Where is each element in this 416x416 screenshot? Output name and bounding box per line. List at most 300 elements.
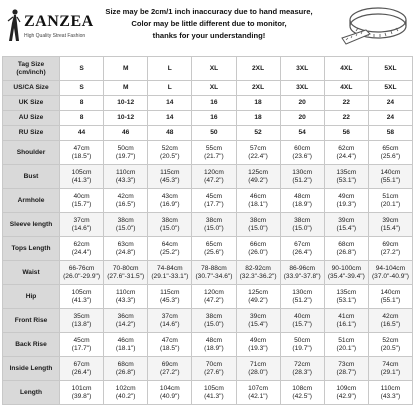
size-cell: 8 — [60, 111, 104, 126]
inch-value: (18.9") — [204, 344, 224, 352]
measure-cell — [368, 165, 412, 189]
measure-cell — [104, 333, 148, 357]
size-cell: 3XL — [280, 57, 324, 81]
inch-value: (15.0") — [292, 224, 312, 232]
measure-cell — [324, 141, 368, 165]
inch-value: (47.2") — [204, 296, 224, 304]
inch-value: (42.9") — [336, 392, 357, 400]
inch-value: (22.4") — [248, 152, 268, 160]
inch-value: (26.8") — [115, 368, 136, 376]
measure-cell — [236, 141, 280, 165]
size-cell: 24 — [368, 96, 412, 111]
cm-value: 110cm — [380, 384, 401, 392]
measure-cell — [192, 333, 236, 357]
cm-value: 62cm — [73, 240, 90, 248]
cm-value: 43cm — [161, 192, 178, 200]
cm-value: 38cm — [117, 216, 134, 224]
measure-cell — [192, 381, 236, 405]
cm-value: 62cm — [338, 144, 355, 152]
cm-value: 70cm — [205, 360, 222, 368]
measure-cell — [236, 357, 280, 381]
inch-value: (49.2") — [248, 176, 268, 184]
cm-value: 41cm — [338, 312, 355, 320]
cm-value: 40cm — [73, 192, 90, 200]
inch-value: (15.0") — [160, 224, 180, 232]
row-label — [3, 126, 60, 141]
row-label-text: US/CA Size — [13, 84, 49, 91]
inch-value: (26.4") — [292, 248, 312, 256]
measure-row — [3, 309, 413, 333]
inch-value: (51.2") — [292, 176, 312, 184]
row-label: Shoulder — [3, 141, 60, 165]
cm-value: 90-100cm — [331, 264, 361, 272]
measure-cell — [236, 165, 280, 189]
row-label — [3, 96, 60, 111]
inch-value: (16.5") — [115, 200, 136, 208]
cm-value: 69cm — [161, 360, 178, 368]
measure-cell — [280, 357, 324, 381]
cm-value: 38cm — [205, 312, 222, 320]
inch-value: (25.6") — [204, 248, 224, 256]
measure-cell — [60, 261, 104, 285]
measure-cell — [324, 237, 368, 261]
cm-value: 51cm — [338, 336, 355, 344]
cm-value: 140cm — [380, 168, 401, 176]
measure-row — [3, 357, 413, 381]
inch-value: (40.9") — [160, 392, 180, 400]
cm-value: 39cm — [250, 312, 267, 320]
inch-value: (15.0") — [204, 224, 224, 232]
cm-value: 50cm — [294, 336, 311, 344]
cm-value: 52cm — [382, 336, 399, 344]
cm-value: 36cm — [117, 312, 134, 320]
cm-value: 130cm — [292, 168, 313, 176]
size-cell: 2XL — [236, 57, 280, 81]
row-label: Hip — [3, 285, 60, 309]
measure-cell — [148, 165, 192, 189]
size-cell: 54 — [280, 126, 324, 141]
measure-cell — [60, 309, 104, 333]
measure-cell — [148, 141, 192, 165]
row-label — [3, 57, 60, 81]
inch-value: (45.3") — [160, 296, 180, 304]
measure-cell — [368, 381, 412, 405]
cm-value: 64cm — [161, 240, 178, 248]
measure-cell — [368, 189, 412, 213]
cm-value: 120cm — [204, 288, 224, 296]
size-cell: 58 — [368, 126, 412, 141]
row-label: Back Rise — [3, 333, 60, 357]
inch-value: (15.7") — [292, 320, 312, 328]
cm-value: 55cm — [205, 144, 222, 152]
cm-value: 47cm — [161, 336, 178, 344]
cm-value: 38cm — [250, 216, 267, 224]
measure-cell — [192, 141, 236, 165]
measure-cell — [60, 213, 104, 237]
cm-value: 135cm — [336, 288, 357, 296]
size-cell: 44 — [60, 126, 104, 141]
size-table — [2, 56, 413, 405]
cm-value: 45cm — [73, 336, 90, 344]
brand-logo — [6, 8, 106, 48]
inch-value: (45.3") — [160, 176, 180, 184]
measure-cell — [148, 237, 192, 261]
measure-row — [3, 165, 413, 189]
size-cell: 20 — [280, 96, 324, 111]
inch-value: (37.0"-40.9") — [371, 272, 409, 280]
measure-cell — [324, 333, 368, 357]
inch-value: (27.2") — [160, 368, 180, 376]
size-cell: 18 — [236, 96, 280, 111]
inch-value: (17.7") — [204, 200, 224, 208]
measure-cell — [368, 285, 412, 309]
inch-value: (19.7") — [292, 344, 312, 352]
inch-value: (18.1") — [115, 344, 136, 352]
size-cell: 5XL — [368, 57, 412, 81]
cm-value: 48cm — [205, 336, 222, 344]
brand-tagline: High Quality Streat Fashion — [24, 33, 86, 39]
measure-cell — [148, 285, 192, 309]
size-cell: 16 — [192, 96, 236, 111]
cm-value: 65cm — [382, 144, 399, 152]
size-cell: S — [60, 81, 104, 96]
cm-value: 72cm — [294, 360, 311, 368]
inch-value: (41.3") — [204, 392, 224, 400]
measure-cell — [148, 213, 192, 237]
measure-cell — [324, 309, 368, 333]
row-label: Tops Length — [3, 237, 60, 261]
row-label-text: (cm/inch) — [16, 68, 46, 76]
cm-value: 78-88cm — [201, 264, 227, 272]
inch-value: (30.7"-34.6") — [195, 272, 233, 280]
inch-value: (39.8") — [71, 392, 92, 400]
cm-value: 115cm — [160, 168, 180, 176]
inch-value: (28.0") — [248, 368, 268, 376]
inch-value: (18.9") — [292, 200, 312, 208]
size-row — [3, 126, 413, 141]
row-label-text: RU Size — [18, 129, 44, 136]
inch-value: (32.3"-36.2") — [239, 272, 277, 280]
inch-value: (21.7") — [204, 152, 224, 160]
header — [0, 0, 416, 56]
measure-cell — [368, 333, 412, 357]
measure-cell — [192, 165, 236, 189]
inch-value: (27.2") — [380, 248, 401, 256]
inch-value: (25.6") — [380, 152, 401, 160]
inch-value: (41.3") — [71, 296, 92, 304]
cm-value: 108cm — [292, 384, 313, 392]
measure-cell — [280, 141, 324, 165]
cm-value: 70-80cm — [112, 264, 139, 272]
inch-value: (29.1") — [380, 368, 401, 376]
size-row — [3, 96, 413, 111]
cm-value: 37cm — [161, 312, 178, 320]
cm-value: 39cm — [382, 216, 399, 224]
size-row — [3, 57, 413, 81]
measure-cell — [236, 381, 280, 405]
measure-cell — [236, 261, 280, 285]
measure-cell — [148, 333, 192, 357]
measure-cell — [148, 357, 192, 381]
size-cell: 5XL — [368, 81, 412, 96]
inch-value: (43.3") — [115, 176, 136, 184]
size-cell: 2XL — [236, 81, 280, 96]
cm-value: 48cm — [294, 192, 311, 200]
size-row — [3, 81, 413, 96]
inch-value: (18.5") — [160, 344, 180, 352]
cm-value: 94-104cm — [375, 264, 406, 272]
inch-value: (26.8") — [336, 248, 357, 256]
row-label — [3, 81, 60, 96]
inch-value: (26.4") — [71, 368, 92, 376]
measure-row — [3, 285, 413, 309]
measure-cell — [104, 237, 148, 261]
measure-cell — [60, 285, 104, 309]
measure-cell — [104, 141, 148, 165]
measure-cell — [192, 357, 236, 381]
measure-cell — [60, 333, 104, 357]
inch-value: (55.1") — [380, 176, 401, 184]
inch-value: (15.4") — [336, 224, 357, 232]
size-cell: XL — [192, 57, 236, 81]
inch-value: (41.3") — [71, 176, 92, 184]
inch-value: (19.7") — [115, 152, 136, 160]
cm-value: 37cm — [73, 216, 90, 224]
measure-cell — [148, 381, 192, 405]
row-label: Front Rise — [3, 309, 60, 333]
size-cell: 22 — [324, 111, 368, 126]
inch-value: (49.2") — [248, 296, 268, 304]
measure-cell — [368, 261, 412, 285]
measure-cell — [104, 381, 148, 405]
inch-value: (33.9"-37.8") — [283, 272, 321, 280]
notice-line-1: Size may be 2cm/1 inch inaccuracy due to hand measure, — [105, 7, 313, 16]
measure-cell — [60, 237, 104, 261]
cm-value: 50cm — [117, 144, 134, 152]
cm-value: 51cm — [382, 192, 399, 200]
cm-value: 86-96cm — [289, 264, 316, 272]
inch-value: (16.1") — [336, 320, 357, 328]
size-cell: XL — [192, 81, 236, 96]
measure-cell — [280, 213, 324, 237]
inch-value: (18.1") — [248, 200, 268, 208]
measure-row — [3, 333, 413, 357]
cm-value: 66-76cm — [68, 264, 95, 272]
cm-value: 74cm — [382, 360, 399, 368]
inch-value: (14.6") — [71, 224, 92, 232]
row-label: Length — [3, 381, 60, 405]
measure-cell — [324, 357, 368, 381]
inch-value: (24.4") — [336, 152, 357, 160]
measuring-tape-icon — [336, 0, 414, 56]
measure-cell — [236, 213, 280, 237]
inch-value: (24.8") — [115, 248, 136, 256]
measure-cell — [148, 261, 192, 285]
cm-value: 38cm — [205, 216, 222, 224]
size-cell: 52 — [236, 126, 280, 141]
cm-value: 39cm — [338, 216, 355, 224]
inch-value: (15.0") — [115, 224, 136, 232]
cm-value: 63cm — [117, 240, 134, 248]
cm-value: 60cm — [294, 144, 311, 152]
measure-cell — [104, 189, 148, 213]
measure-cell — [60, 381, 104, 405]
inch-value: (42.1") — [248, 392, 268, 400]
cm-value: 71cm — [250, 360, 267, 368]
woman-silhouette-icon — [6, 8, 22, 44]
inch-value: (19.3") — [336, 200, 357, 208]
row-label: Inside Length — [3, 357, 60, 381]
measure-cell — [60, 357, 104, 381]
inch-value: (16.9") — [160, 200, 180, 208]
cm-value: 125cm — [248, 288, 268, 296]
inch-value: (35.4"-39.4") — [327, 272, 365, 280]
inch-value: (53.1") — [336, 176, 357, 184]
inch-value: (42.5") — [292, 392, 312, 400]
measure-cell — [236, 285, 280, 309]
row-label: Sleeve length — [3, 213, 60, 237]
size-cell: M — [104, 57, 148, 81]
inch-value: (43.3") — [115, 296, 136, 304]
cm-value: 67cm — [73, 360, 90, 368]
measure-cell — [192, 213, 236, 237]
size-notice — [104, 6, 314, 42]
size-cell: 50 — [192, 126, 236, 141]
measure-cell — [192, 189, 236, 213]
notice-line-2: Color may be little different due to monitor, — [131, 19, 287, 28]
measure-cell — [192, 237, 236, 261]
cm-value: 42cm — [382, 312, 399, 320]
cm-value: 68cm — [117, 360, 134, 368]
inch-value: (51.2") — [292, 296, 312, 304]
size-cell: 20 — [280, 111, 324, 126]
cm-value: 110cm — [116, 168, 136, 176]
size-cell: 56 — [324, 126, 368, 141]
measure-cell — [368, 309, 412, 333]
size-cell: 4XL — [324, 57, 368, 81]
measure-cell — [236, 189, 280, 213]
inch-value: (25.2") — [160, 248, 180, 256]
size-cell: 24 — [368, 111, 412, 126]
measure-row — [3, 261, 413, 285]
cm-value: 115cm — [160, 288, 180, 296]
measure-row — [3, 213, 413, 237]
inch-value: (19.3") — [248, 344, 268, 352]
cm-value: 101cm — [71, 384, 92, 392]
size-cell: 22 — [324, 96, 368, 111]
inch-value: (26.0") — [248, 248, 268, 256]
inch-value: (24.4") — [71, 248, 92, 256]
cm-value: 109cm — [336, 384, 357, 392]
cm-value: 74-84cm — [156, 264, 183, 272]
measure-cell — [324, 261, 368, 285]
cm-value: 67cm — [294, 240, 311, 248]
row-label: Bust — [3, 165, 60, 189]
size-cell: 8 — [60, 96, 104, 111]
measure-cell — [324, 285, 368, 309]
measure-cell — [324, 189, 368, 213]
cm-value: 125cm — [248, 168, 268, 176]
size-cell: 46 — [104, 126, 148, 141]
measure-cell — [192, 309, 236, 333]
inch-value: (26.0"-29.9") — [63, 272, 101, 280]
measure-cell — [368, 213, 412, 237]
inch-value: (43.3") — [380, 392, 401, 400]
inch-value: (29.1"-33.1") — [151, 272, 189, 280]
measure-row — [3, 189, 413, 213]
measure-cell — [104, 213, 148, 237]
inch-value: (20.5") — [160, 152, 180, 160]
measure-row — [3, 141, 413, 165]
inch-value: (23.6") — [292, 152, 312, 160]
cm-value: 135cm — [336, 168, 357, 176]
measure-cell — [280, 333, 324, 357]
cm-value: 105cm — [71, 288, 92, 296]
cm-value: 105cm — [71, 168, 92, 176]
notice-line-3: thanks for your understanding! — [152, 31, 266, 40]
size-cell: 48 — [148, 126, 192, 141]
measure-cell — [280, 165, 324, 189]
cm-value: 104cm — [159, 384, 180, 392]
row-label: Armhole — [3, 189, 60, 213]
inch-value: (27.6") — [204, 368, 224, 376]
size-cell: L — [148, 57, 192, 81]
inch-value: (27.6"-31.5") — [107, 272, 145, 280]
measure-cell — [368, 237, 412, 261]
size-cell: 16 — [192, 111, 236, 126]
measure-cell — [236, 309, 280, 333]
inch-value: (20.5") — [380, 344, 401, 352]
size-cell: 4XL — [324, 81, 368, 96]
measure-cell — [60, 165, 104, 189]
cm-value: 49cm — [338, 192, 355, 200]
measure-cell — [368, 141, 412, 165]
measure-cell — [280, 237, 324, 261]
size-cell: S — [60, 57, 104, 81]
size-cell: 14 — [148, 96, 192, 111]
measure-cell — [236, 333, 280, 357]
row-label-text: Tag Size — [17, 60, 45, 68]
size-cell: 18 — [236, 111, 280, 126]
cm-value: 45cm — [205, 192, 222, 200]
cm-value: 38cm — [161, 216, 178, 224]
cm-value: 66cm — [250, 240, 267, 248]
brand-name: ZANZEA — [24, 13, 94, 30]
cm-value: 110cm — [116, 288, 136, 296]
measure-cell — [324, 213, 368, 237]
cm-value: 42cm — [117, 192, 134, 200]
cm-value: 52cm — [161, 144, 178, 152]
size-cell: 3XL — [280, 81, 324, 96]
inch-value: (55.1") — [380, 296, 401, 304]
cm-value: 38cm — [294, 216, 311, 224]
measure-cell — [104, 261, 148, 285]
cm-value: 40cm — [294, 312, 311, 320]
measure-cell — [324, 381, 368, 405]
inch-value: (13.8") — [71, 320, 92, 328]
measure-cell — [104, 285, 148, 309]
cm-value: 46cm — [117, 336, 134, 344]
measure-cell — [280, 285, 324, 309]
cm-value: 130cm — [292, 288, 313, 296]
cm-value: 120cm — [204, 168, 224, 176]
cm-value: 49cm — [250, 336, 267, 344]
measure-cell — [368, 357, 412, 381]
measure-cell — [324, 165, 368, 189]
inch-value: (40.2") — [115, 392, 136, 400]
measure-cell — [148, 309, 192, 333]
measure-cell — [280, 381, 324, 405]
